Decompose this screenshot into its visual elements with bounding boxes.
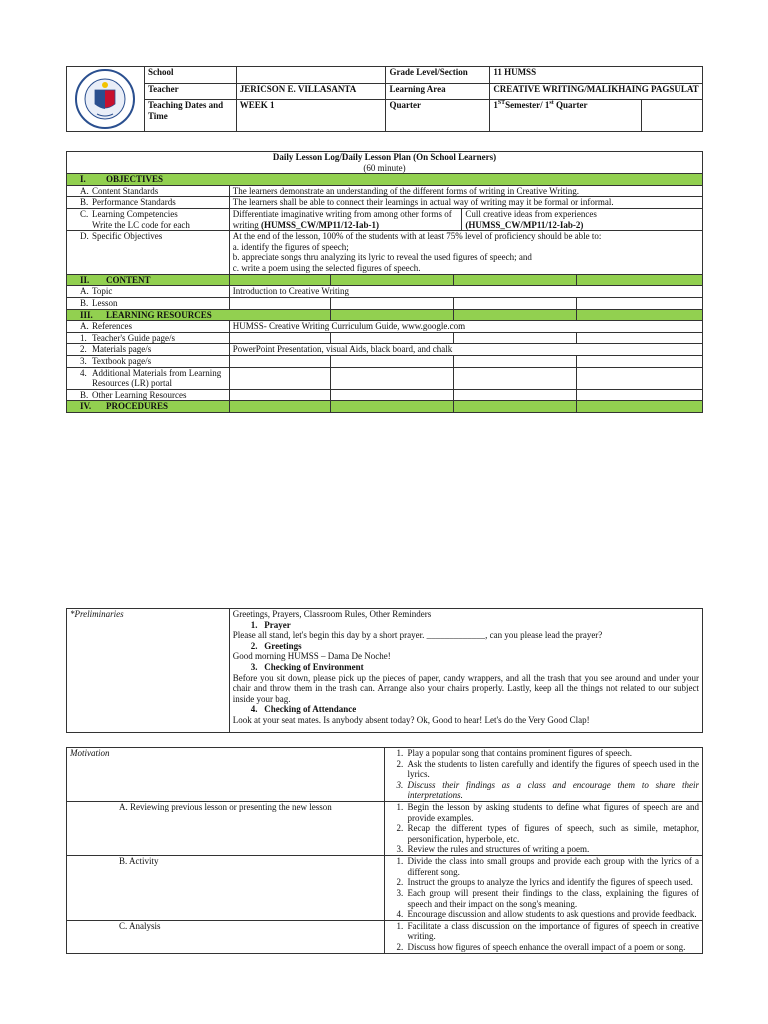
deped-seal-cell [67, 67, 145, 132]
school-value [236, 67, 386, 84]
teachers-guide-row: 1. Teacher's Guide page/s [67, 332, 703, 344]
references-row: A. References HUMSS- Creative Writing Curriculum Guide, www.google.com [67, 321, 703, 333]
teacher-label: Teacher [144, 83, 236, 100]
grade-label: Grade Level/Section [386, 67, 490, 84]
lesson-row: B. Lesson [67, 297, 703, 309]
procedure-row-analysis: C. Analysis 1. Facilitate a class discussion on the importance of figures of speech in creative writing. 2. Discuss how figures of speech enhance the overall impact of a poem or song. [67, 920, 703, 953]
topic-row: A. Topic Introduction to Creative Writing [67, 286, 703, 298]
dll-table [66, 151, 703, 413]
competencies-row: C. Learning Competencies Write the LC code for each Differentiate imaginative writing from among other forms of writing (HUMSS_CW/MP11/12-Iab-1) Cull creative ideas from experiences (HUMSS_CW/MP11/12-Iab-2) [67, 209, 703, 231]
teacher-value: JERICSON E. VILLASANTA [236, 83, 386, 100]
dates-value: WEEK 1 [236, 100, 386, 132]
section-objectives: I. OBJECTIVES [67, 174, 703, 186]
textbook-row: 3. Textbook page/s [67, 355, 703, 367]
section-content: II. CONTENT [67, 274, 703, 286]
school-label: School [144, 67, 236, 84]
section-procedures: IV. PROCEDURES [67, 401, 703, 413]
quarter-value: 1STSemester/ 1st Quarter [490, 100, 642, 132]
content-standards-row: A. Content Standards The learners demonstrate an understanding of the different forms of writing in Creative Writing. [67, 185, 703, 197]
deped-seal-icon [73, 68, 137, 130]
procedure-row-reviewing: A. Reviewing previous lesson or presenting the new lesson 1. Begin the lesson by asking students to define what figures of speech are and provide examples. 2. Recap the different types of figures of speech, such as simile, metaphor, personification, hyperbole, etc. 3. Review the rules and structures of writing a poem. [67, 802, 703, 856]
preliminaries-table [66, 608, 703, 733]
dll-title: Daily Lesson Log/Daily Lesson Plan (On School Learners) [272, 152, 497, 162]
procedures-table [66, 747, 703, 954]
header-table [66, 66, 703, 132]
specific-objectives-row: D. Specific Objectives At the end of the lesson, 100% of the students with at least 75% level of proficiency should be able to: a. identify the figures of speech; b. appreciate songs thru analyzing its lyric to reveal the used figures of speech; and c. write a poem using the selected figures of speech. [67, 231, 703, 274]
dates-label: Teaching Dates and Time [144, 100, 236, 132]
procedure-row-motivation: Motivation 1. Play a popular song that contains prominent figures of speech. 2. Ask the students to listen carefully and identify the figures of speech used in the lyrics. 3. Discuss their findings as a class and encourage them to share their interpretations. [67, 748, 703, 802]
other-resources-row: B. Other Learning Resources [67, 389, 703, 401]
area-value: CREATIVE WRITING/MALIKHAING PAGSULAT [490, 83, 703, 100]
additional-materials-row: 4. Additional Materials from Learning Resources (LR) portal [67, 367, 703, 389]
dll-title-cell [67, 152, 703, 174]
procedure-row-activity: B. Activity 1. Divide the class into small groups and provide each group with the lyrics of a different song. 2. Instruct the groups to analyze the lyrics and identify the figures of speech used. 3. Each group will present their findings to the class, explaining the figures of speech and their impact on the song's meaning. 4. Encourage discussion and allow students to ask questions and provide feedback. [67, 856, 703, 921]
performance-standards-row: B. Performance Standards The learners shall be able to connect their learnings in actual way of writing may it be formal or informal. [67, 197, 703, 209]
preliminaries-label: *Preliminaries [67, 609, 230, 733]
quarter-label: Quarter [386, 100, 490, 132]
dll-duration: (60 minute) [363, 162, 406, 173]
materials-row: 2. Materials page/s PowerPoint Presentation, visual Aids, black board, and chalk [67, 344, 703, 356]
grade-value: 11 HUMSS [490, 67, 703, 84]
area-label: Learning Area [386, 83, 490, 100]
quarter-extra [642, 100, 703, 132]
section-resources: III. LEARNING RESOURCES [67, 309, 703, 321]
preliminaries-body: Greetings, Prayers, Classroom Rules, Other Reminders 1. Prayer Please all stand, let's begin this day by a short prayer. _____________, can you please lead the prayer? 2. Greetings Good morning HUMSS – Dama De Noche! 3. Checking of Environment Before you sit down, please pick up the pieces of paper, candy wrappers, and all the trash that you see around and under your chair and throw them in the trash can. Arrange also your chairs properly. Lastly, keep all the things not related to our subject inside your bag. 4. Checking of Attendance Look at your seat mates. Is anybody absent today? Ok, Good to hear! Let's do the Very Good Clap! [229, 609, 702, 733]
